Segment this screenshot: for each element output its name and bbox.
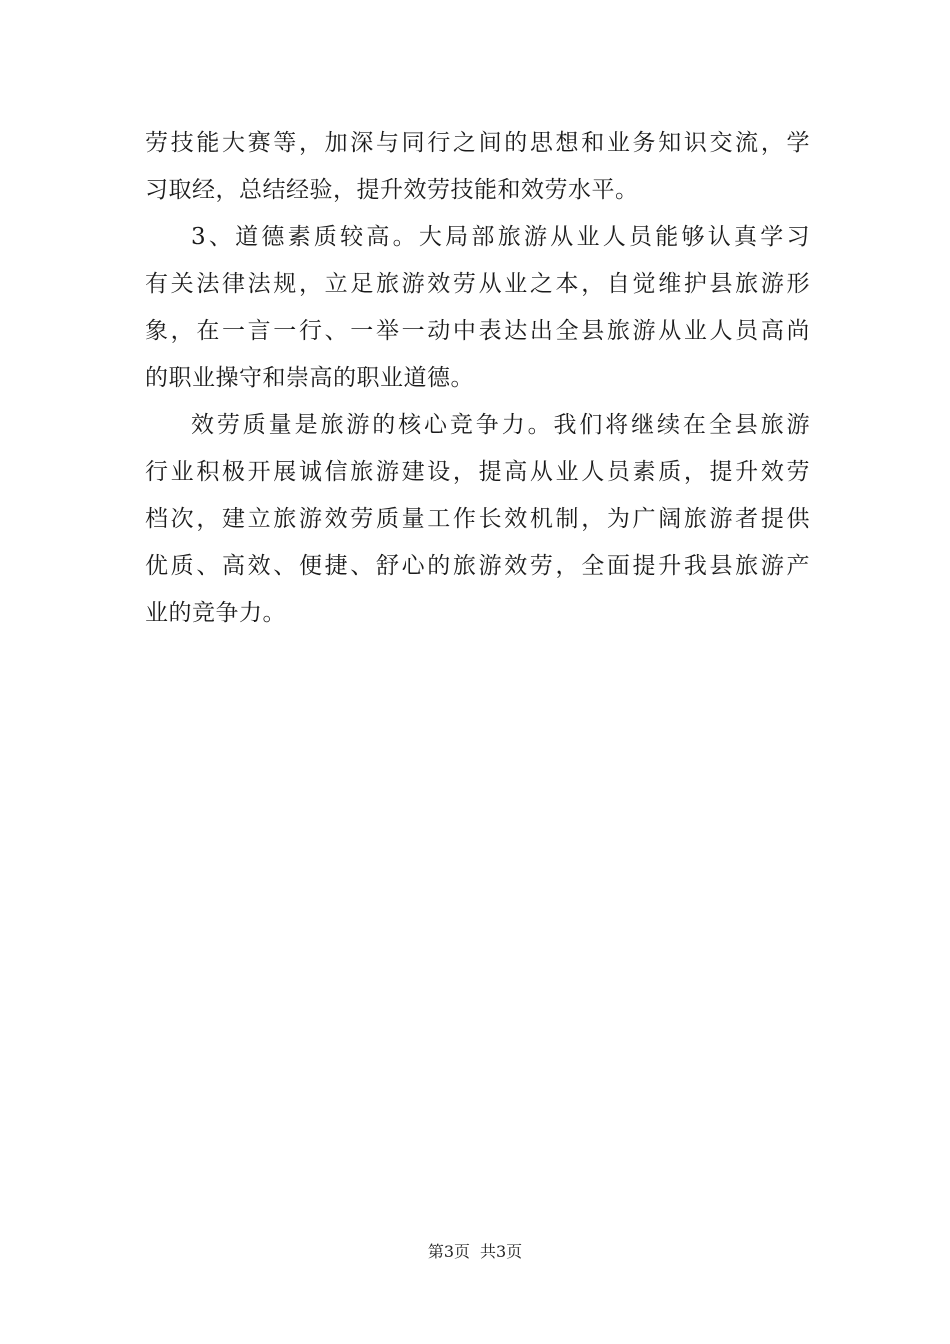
text-line: 行业积极开展诚信旅游建设，提高从业人员素质，提升效劳 (145, 459, 810, 485)
text-line: 效劳质量是旅游的核心竞争力。我们将继续在全县旅游 (191, 412, 810, 438)
text-line: 习取经，总结经验，提升效劳技能和效劳水平。 (145, 177, 639, 203)
text-line: 优质、高效、便捷、舒心的旅游效劳，全面提升我县旅游产 (145, 553, 810, 579)
text-line: 3、道德素质较高。大局部旅游从业人员能够认真学习 (191, 224, 810, 250)
text-line: 有关法律法规，立足旅游效劳从业之本，自觉维护县旅游形 (145, 271, 810, 297)
text-line: 业的竞争力。 (145, 600, 286, 626)
document-body (145, 120, 810, 637)
text-line: 档次，建立旅游效劳质量工作长效机制，为广阔旅游者提供 (145, 506, 810, 532)
page-total: 共3页 (480, 1242, 523, 1261)
page-footer (0, 1240, 950, 1264)
text-line: 劳技能大赛等，加深与同行之间的思想和业务知识交流，学 (145, 130, 810, 156)
page-number: 第3页 (427, 1242, 470, 1261)
text-line: 象，在一言一行、一举一动中表达出全县旅游从业人员高尚 (145, 318, 810, 344)
text-line: 的职业操守和崇高的职业道德。 (145, 365, 474, 391)
